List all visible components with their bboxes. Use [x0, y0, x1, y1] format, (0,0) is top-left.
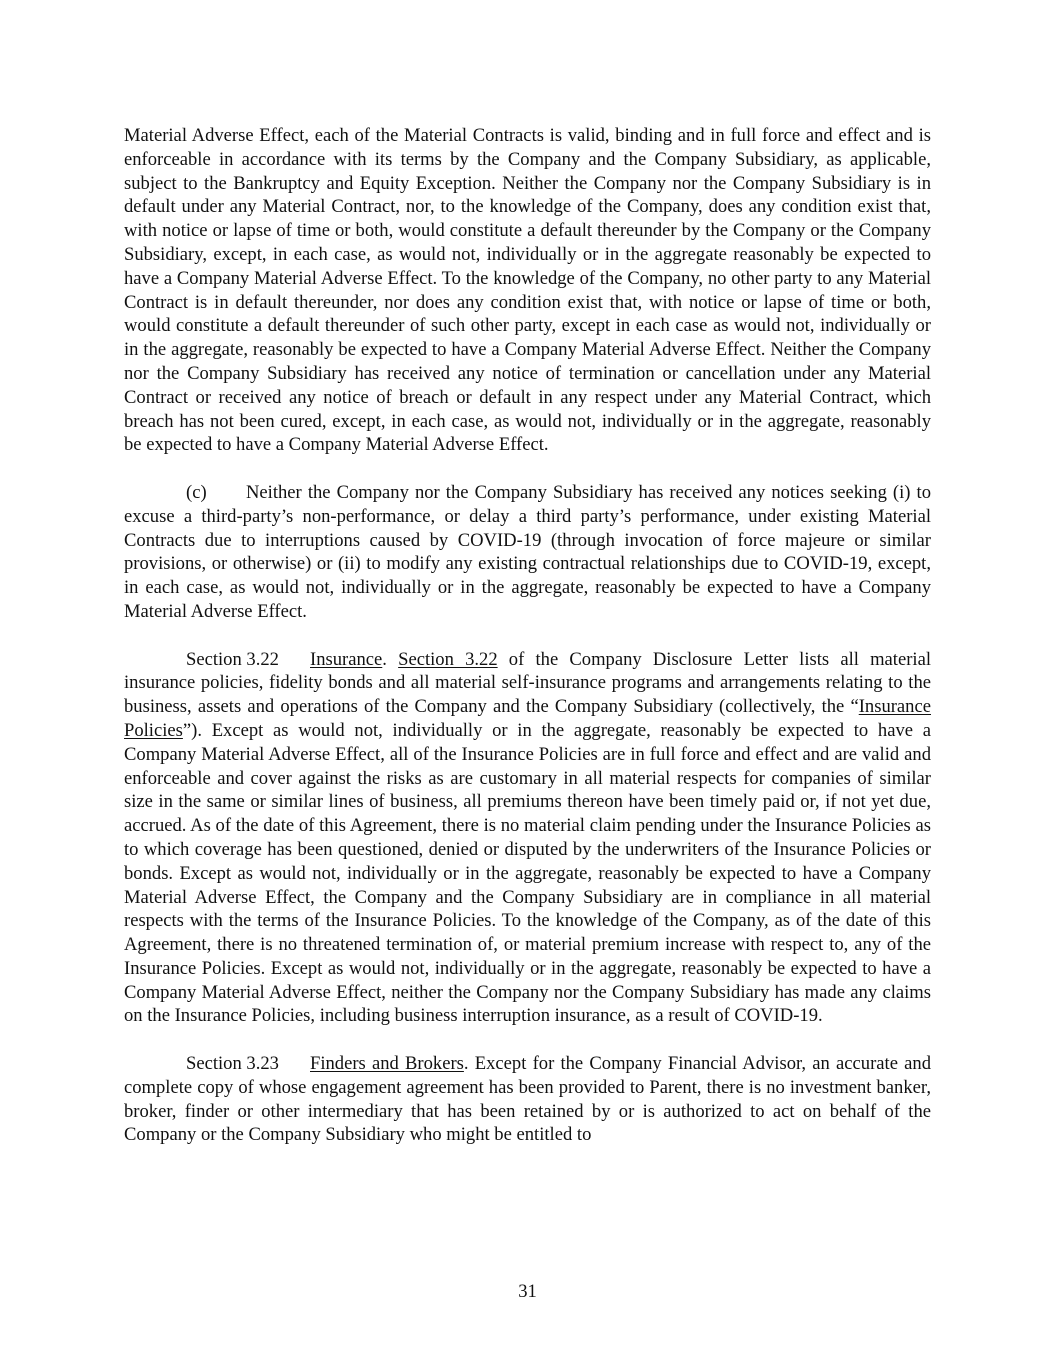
insurance-policies-defined-term: Insurance Policies	[124, 696, 931, 741]
section-3-22-reference: Section 3.22	[398, 648, 498, 670]
section-3-22-label: Section 3.22	[186, 648, 279, 670]
section-3-22-heading: Insurance	[310, 648, 383, 670]
subsection-c-text: Neither the Company nor the Company Subsidiary has received any notices seeking (i) to excuse a third-party’s non-performance, or delay a third party’s performance, under existing Material Contracts due to interruptions caused by COVID-19 (through invocation of force majeure or similar provisions, or otherwise) or (ii) to modify any existing contractual relationships due to COVID-19, except, in each case, as would not, individually or in the aggregate, reasonably be expected to have a Company Material Adverse Effect.	[124, 481, 931, 622]
paragraph-section-3-23	[124, 1052, 931, 1147]
section-3-22-text-b: ”). Except as would not, individually or in the aggregate, reasonably be expected to have a Company Material Adverse Effect, all of the Insurance Policies are in full force and effect and are valid and enforceable and cover against the risks as are customary in all material respects for companies of similar size in the same or similar lines of business, all premiums thereon have been timely paid or, if not yet due, accrued. As of the date of this Agreement, there is no material claim pending under the Insurance Policies as to which coverage has been questioned, denied or disputed by the underwriters of the Insurance Policies or bonds. Except as would not, individually or in the aggregate, reasonably be expected to have a Company Material Adverse Effect, the Company and the Company Subsidiary are in compliance in all material respects with the terms of the Insurance Policies. To the knowledge of the Company, as of the date of this Agreement, there is no threatened termination of, or material premium increase with respect to, any of the Insurance Policies. Except as would not, individually or in the aggregate, reasonably be expected to have a Company Material Adverse Effect, neither the Company nor the Company Subsidiary has made any claims on the Insurance Policies, including business interruption insurance, as a result of COVID-19.	[124, 719, 931, 1027]
section-3-23-label: Section 3.23	[186, 1053, 279, 1075]
section-3-23-heading: Finders and Brokers	[310, 1053, 464, 1075]
section-3-23-heading-punct: .	[463, 1053, 475, 1075]
paragraph-section-3-22	[124, 648, 931, 1029]
section-3-22-heading-punct: .	[382, 648, 399, 670]
section-3-23-text: Except for the Company Financial Advisor, an accurate and complete copy of whose engagement agreement has been provided to Parent, there is no investment banker, broker, finder or other intermediary that has been retained by or is authorized to act on behalf of the Company or the Company Subsidiary who might be entitled to	[124, 1053, 932, 1146]
document-page	[124, 124, 931, 1147]
section-3-22-text-a: of the Company Disclosure Letter lists all material insurance policies, fidelity bonds and all material self-insurance programs and arrangements relating to the business, assets and operations of the Company and the Company Subsidiary (collectively, the “	[124, 648, 931, 718]
paragraph-material-contracts-continuation: Material Adverse Effect, each of the Material Contracts is valid, binding and in full force and effect and is enforceable in accordance with its terms by the Company and the Company Subsidiary, as applicable, subject to the Bankruptcy and Equity Exception. Neither the Company nor the Company Subsidiary is in default under any Material Contract, nor, to the knowledge of the Company, does any condition exist that, with notice or lapse of time or both, would constitute a default thereunder by the Company or the Company Subsidiary, except, in each case, as would not, individually or in the aggregate reasonably be expected to have a Company Material Adverse Effect. To the knowledge of the Company, no other party to any Material Contract is in default thereunder, nor does any condition exist that, with notice or lapse of time or both, would constitute a default thereunder of such other party, except in each case as would not, individually or in the aggregate, reasonably be expected to have a Company Material Adverse Effect. Neither the Company nor the Company Subsidiary has received any notice of termination or cancellation under any Material Contract or received any notice of breach or default in any respect under any Material Contract, which breach has not been cured, except, in each case, as would not, individually or in the aggregate, reasonably be expected to have a Company Material Adverse Effect.	[124, 125, 931, 456]
page-number: 31	[518, 1281, 537, 1302]
subsection-c-label: (c)	[186, 481, 207, 503]
paragraph-subsection-c	[124, 481, 931, 624]
